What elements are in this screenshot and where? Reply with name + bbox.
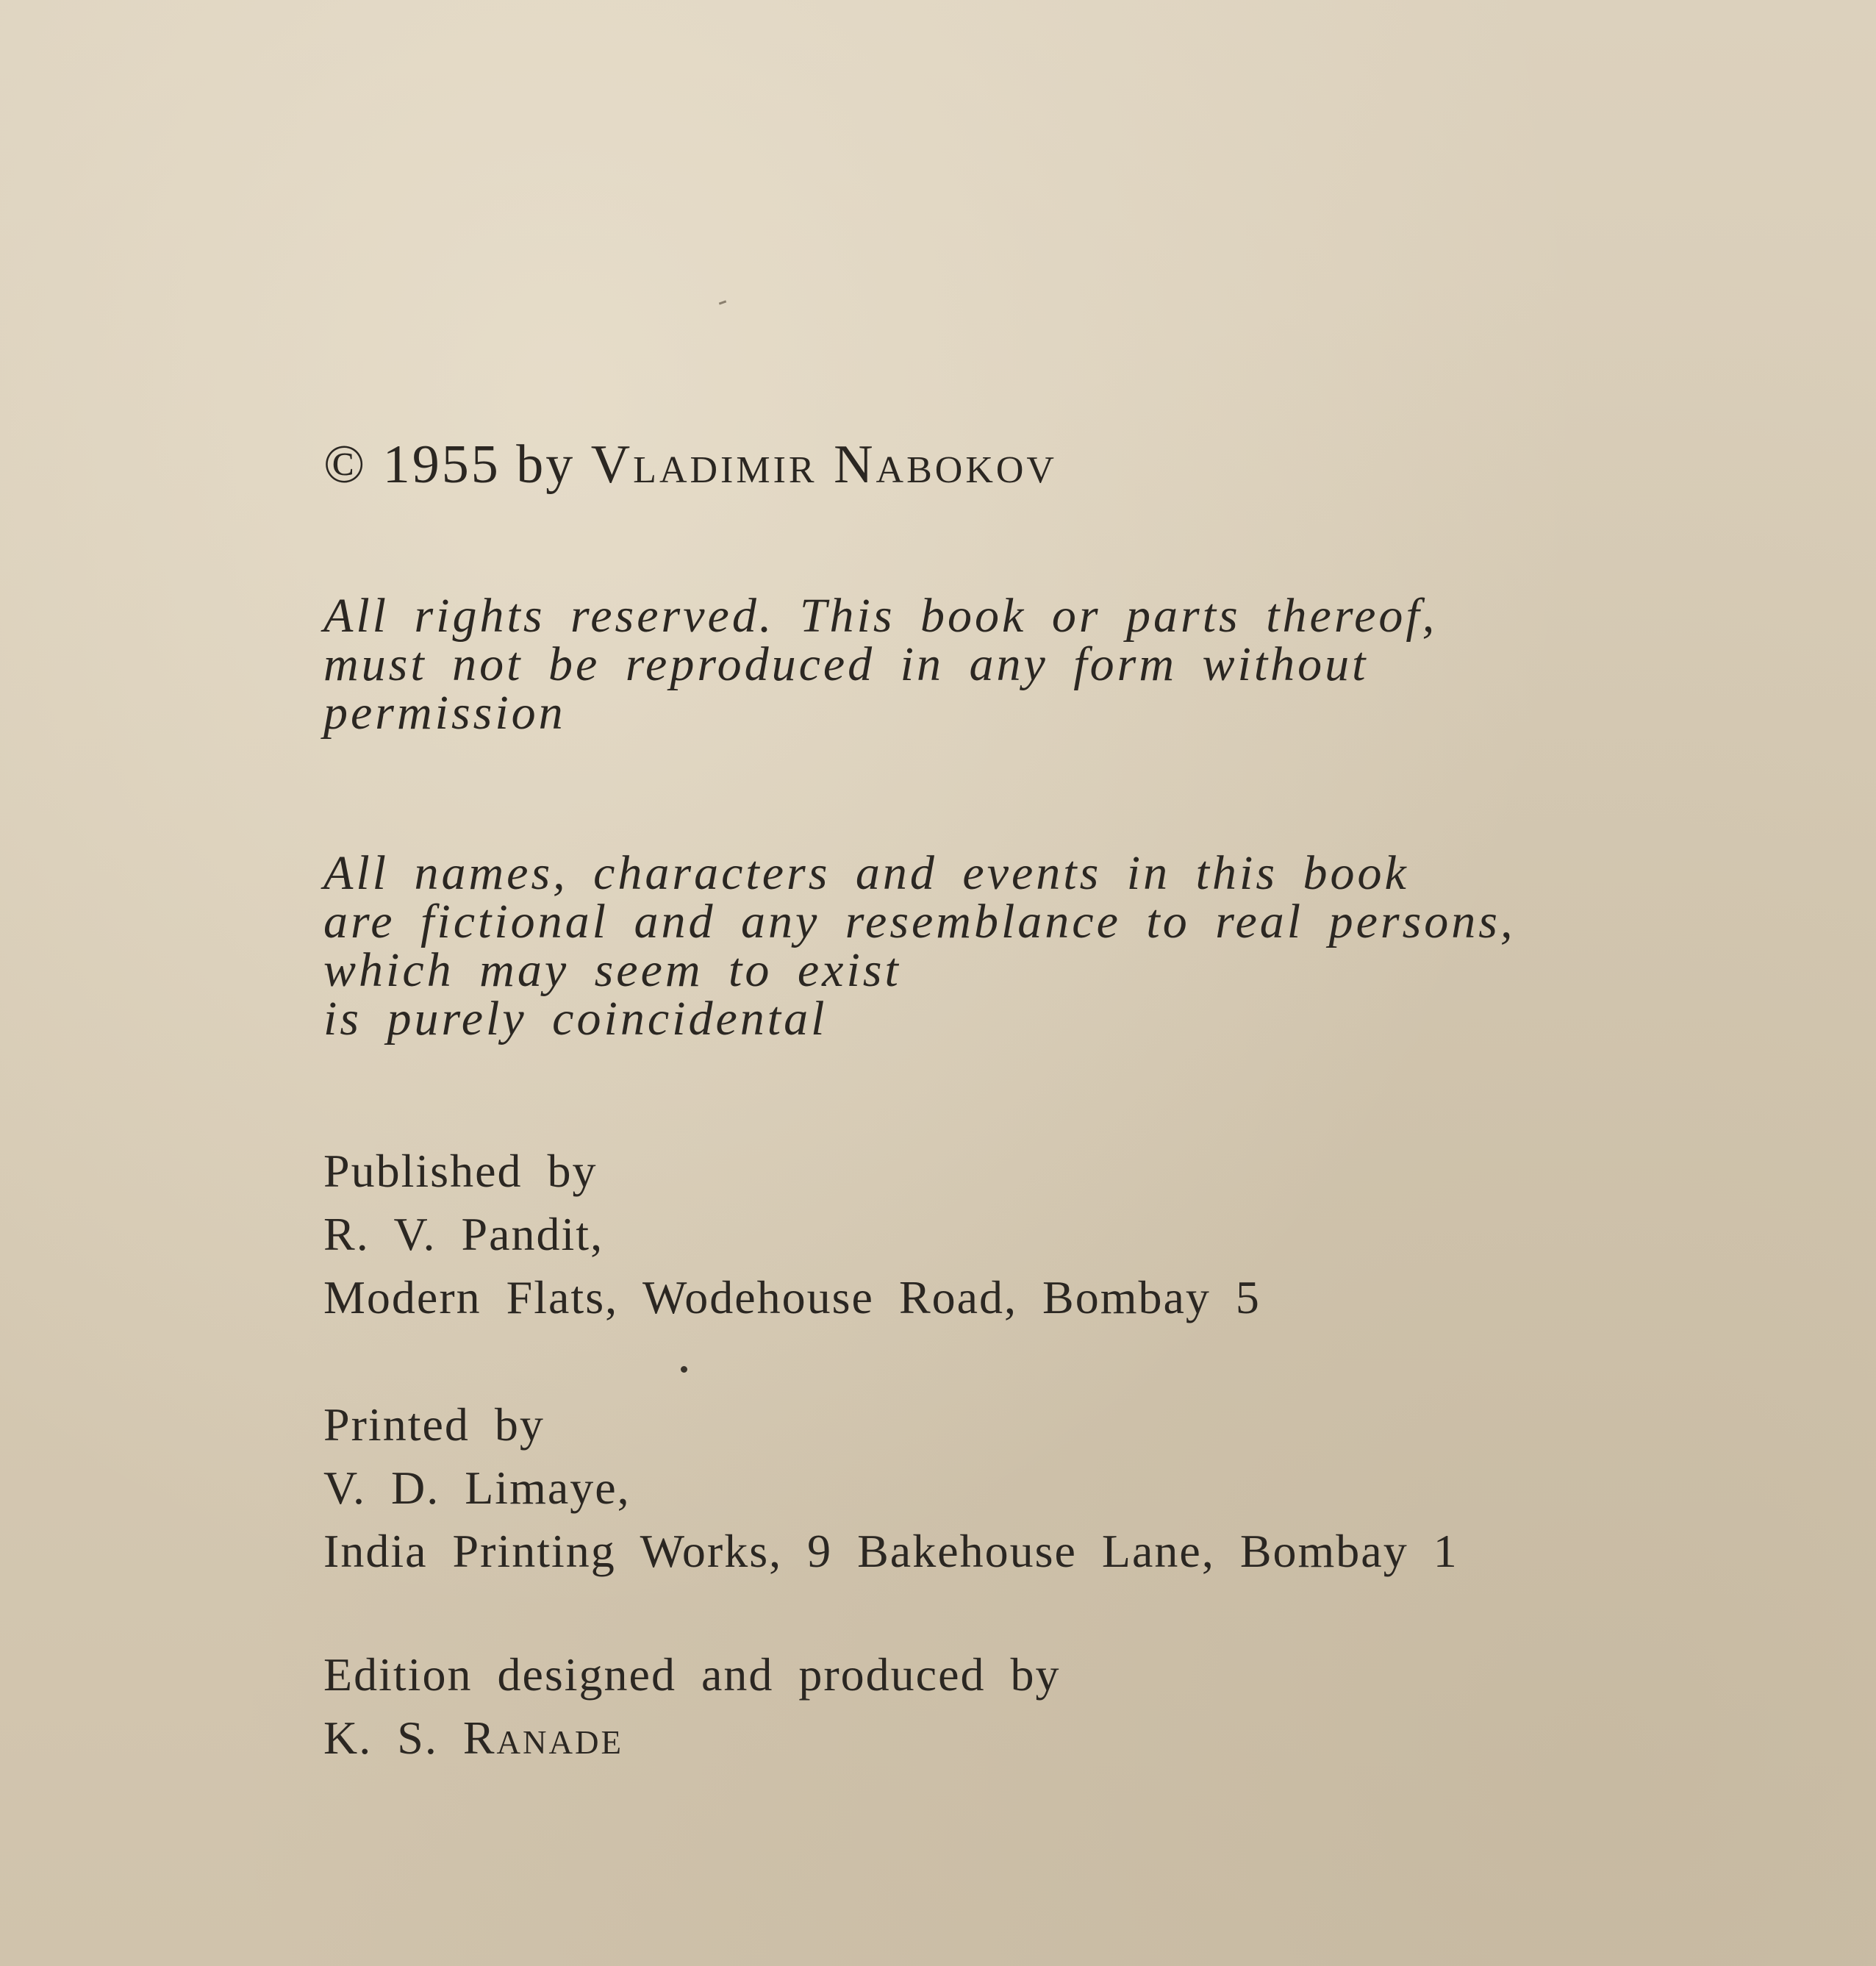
rights-notice (323, 589, 1438, 740)
publisher-block (323, 1140, 1261, 1329)
publisher-name: R. V. Pandit, (323, 1208, 604, 1260)
fiction-line: which may seem to exist (323, 943, 901, 997)
edition-block (323, 1643, 1060, 1770)
designer-initials: K. S. (323, 1712, 438, 1764)
printer-name: V. D. Limaye, (323, 1462, 631, 1514)
ink-speck (681, 1366, 687, 1373)
fiction-line: All names, characters and events in this book (323, 846, 1409, 900)
printer-address: India Printing Works, 9 Bakehouse Lane, Bombay 1 (323, 1525, 1458, 1577)
printer-block (323, 1393, 1458, 1583)
paper-fleck (719, 300, 726, 304)
fiction-line: are fictional and any resemblance to real persons, (323, 895, 1516, 948)
copyright-author: Vladimir Nabokov (590, 435, 1057, 495)
copyright-symbol: © (323, 435, 368, 495)
publisher-label: Published by (323, 1145, 598, 1197)
edition-designer (323, 1706, 1060, 1770)
publisher-address: Modern Flats, Wodehouse Road, Bombay 5 (323, 1271, 1261, 1323)
fiction-notice (323, 846, 1516, 1045)
rights-line: permission (323, 686, 566, 740)
designer-surname: Ranade (462, 1712, 623, 1764)
copyright-line (323, 434, 1057, 496)
fiction-line: is purely coincidental (323, 992, 828, 1045)
rights-line: All rights reserved. This book or parts thereof, (323, 589, 1438, 643)
printer-label: Printed by (323, 1398, 545, 1451)
edition-label: Edition designed and produced by (323, 1648, 1061, 1701)
copyright-year: 1955 by (382, 435, 576, 495)
rights-line: must not be reproduced in any form without (323, 637, 1369, 691)
